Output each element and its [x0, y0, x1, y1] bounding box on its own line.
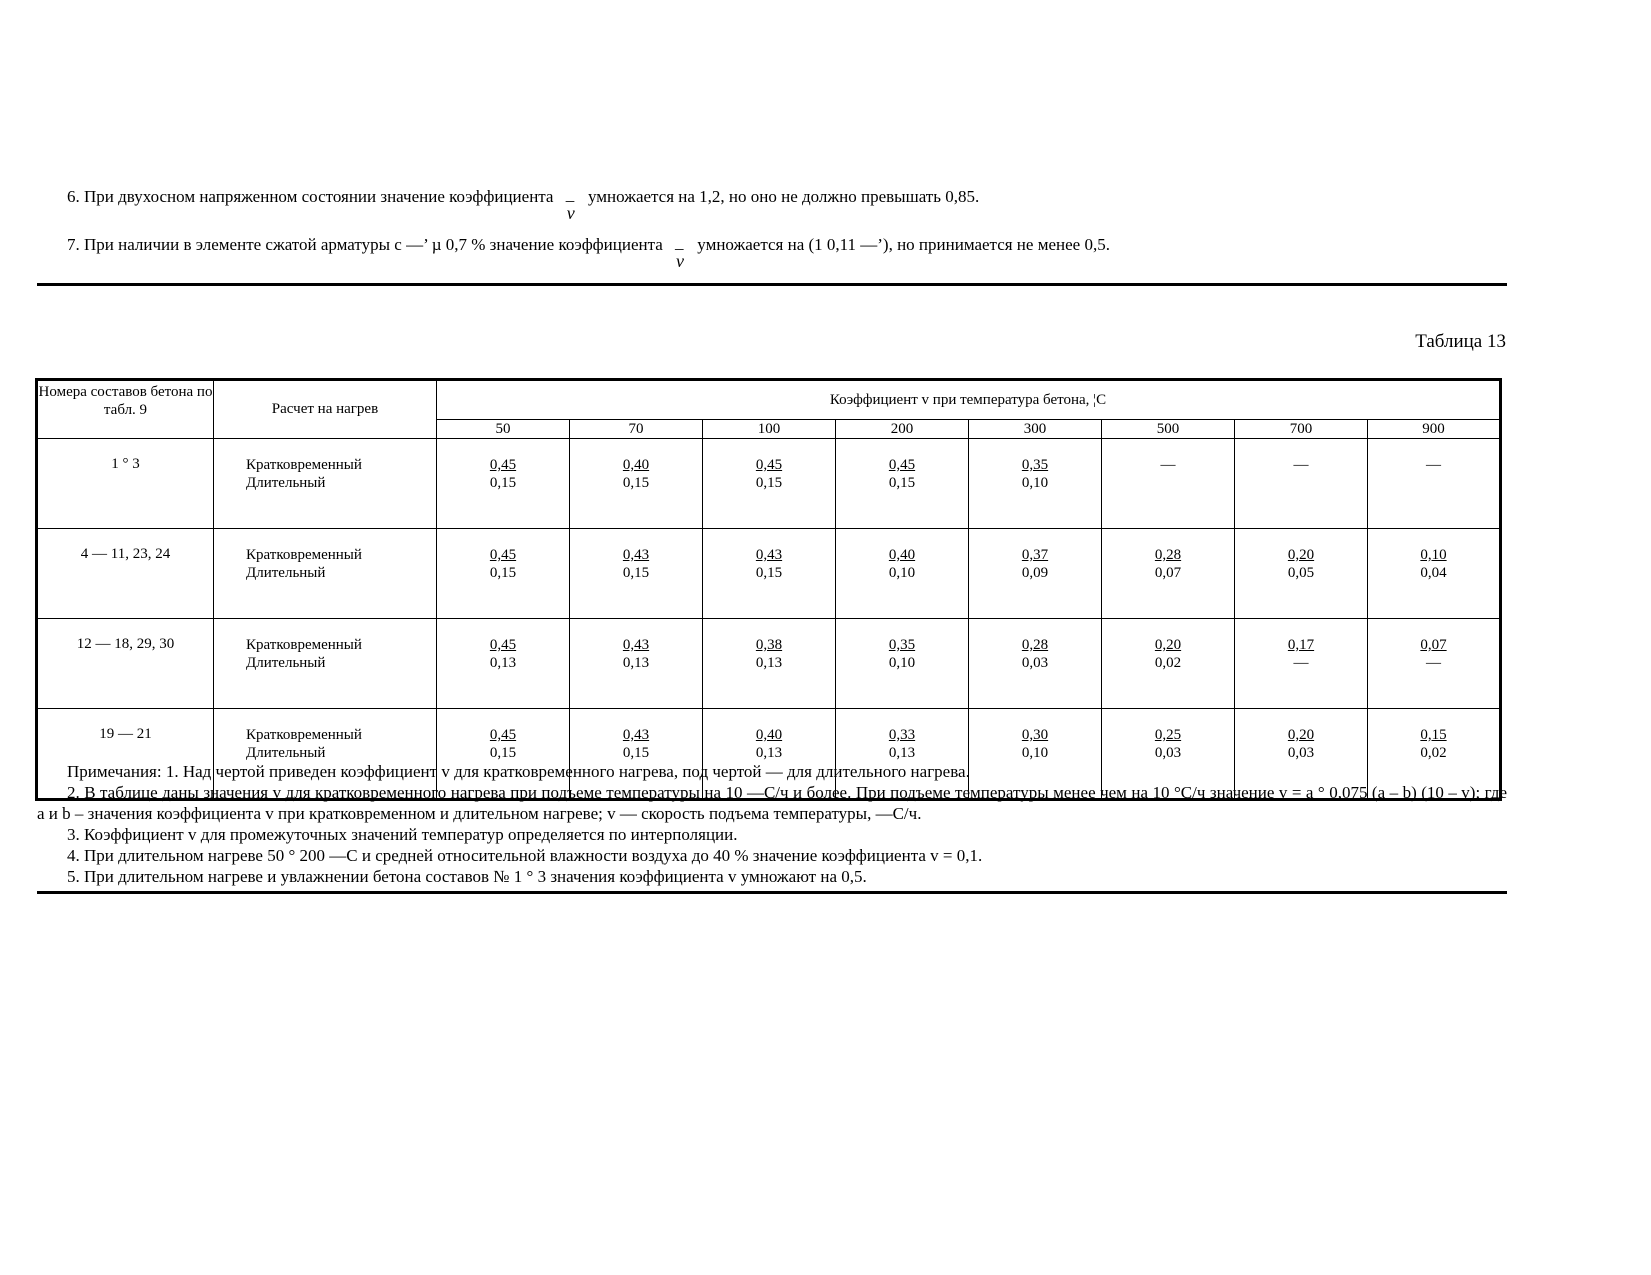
- coefficient-symbol: [667, 233, 693, 271]
- long-term-value: 0,03: [1287, 745, 1315, 761]
- coefficient-symbol: [558, 185, 584, 223]
- note-7: [37, 234, 1507, 282]
- coefficient-cell: [570, 439, 703, 529]
- short-term-value: 0,45: [888, 457, 916, 473]
- short-term-value: 0,45: [489, 727, 517, 743]
- short-term-value: 0,40: [888, 547, 916, 563]
- long-term-value: 0,02: [1420, 745, 1447, 761]
- note-6-text-start: 6. При двухосном напряженном состоянии значение коэффициента: [67, 187, 554, 206]
- coefficient-cell: [1235, 439, 1368, 529]
- no-value-dash: —: [1426, 457, 1441, 473]
- coefficient-cell: [969, 619, 1102, 709]
- note-item: 2. В таблице даны значения v для кратковременного нагрева при подъеме температуры на 10 —С/ч и более. При подъеме температуры менее чем на 10 °С/ч значение v = a ° 0,075 (a – b) (10 – v); где a и b – значения коэффициента v при кратковременном и длительном нагреве; v — скорость подъема температуры, —С/ч.: [37, 783, 1507, 823]
- short-term-value: 0,15: [1420, 727, 1447, 743]
- table-row: [37, 529, 1501, 619]
- short-term-value: 0,28: [1021, 637, 1049, 653]
- heating-long-label: Длительный: [246, 745, 326, 761]
- coefficient-cell: [570, 619, 703, 709]
- long-term-value: 0,10: [1021, 745, 1049, 761]
- coefficient-letter: v: [676, 251, 685, 271]
- coefficient-cell: [1102, 529, 1235, 619]
- short-term-value: 0,20: [1287, 727, 1315, 743]
- header-composition-number: Номера составов бетона по табл. 9: [37, 380, 214, 439]
- note-item: Примечания: 1. Над чертой приведен коэффициент v для кратковременного нагрева, под чертой — для длительного нагрева.: [67, 762, 970, 781]
- short-term-value: 0,07: [1420, 637, 1447, 653]
- section-divider-top: [37, 283, 1507, 286]
- long-term-value: 0,15: [489, 475, 517, 491]
- long-term-value: 0,03: [1021, 655, 1049, 671]
- temperature-header: 500: [1102, 420, 1235, 439]
- temperature-header: 100: [703, 420, 836, 439]
- coefficient-cell: [570, 529, 703, 619]
- long-term-value: 0,15: [622, 475, 650, 491]
- composition-number: 4 — 11, 23, 24: [37, 529, 214, 619]
- coefficient-cell: [1235, 529, 1368, 619]
- coefficient-cell: [1368, 619, 1501, 709]
- long-term-value: 0,10: [888, 565, 916, 581]
- table-title: Таблица 13: [1415, 331, 1506, 352]
- heating-type: [214, 619, 437, 709]
- heating-long-label: Длительный: [246, 475, 326, 491]
- note-7-text-end: умножается на (1 0,11 —’), но принимается не менее 0,5.: [697, 235, 1110, 254]
- long-term-value: 0,10: [888, 655, 916, 671]
- table-row: [37, 619, 1501, 709]
- heating-type: [214, 529, 437, 619]
- note-item: 3. Коэффициент v для промежуточных значений температур определяется по интерполяции.: [67, 825, 738, 844]
- heating-short-label: Кратковременный: [246, 727, 362, 743]
- short-term-value: 0,43: [622, 637, 650, 653]
- short-term-value: 0,28: [1154, 547, 1182, 563]
- coefficient-cell: [836, 619, 969, 709]
- coefficient-bar: _: [565, 185, 575, 204]
- coefficient-cell: [703, 619, 836, 709]
- short-term-value: 0,43: [622, 547, 650, 563]
- coefficient-cell: [703, 529, 836, 619]
- short-term-value: 0,45: [489, 637, 517, 653]
- heating-short-label: Кратковременный: [246, 637, 362, 653]
- long-term-value: 0,13: [755, 745, 783, 761]
- coefficient-cell: [969, 439, 1102, 529]
- long-term-value: 0,05: [1287, 565, 1315, 581]
- coefficient-cell: [703, 439, 836, 529]
- no-value-dash: —: [1160, 457, 1176, 473]
- coefficient-bar: _: [675, 233, 684, 252]
- long-term-value: 0,15: [755, 475, 783, 491]
- note-6: [37, 186, 1507, 234]
- short-term-value: 0,43: [622, 727, 650, 743]
- coefficient-cell: [1368, 529, 1501, 619]
- coefficient-table: [35, 378, 1502, 801]
- long-term-value: —: [1426, 655, 1441, 671]
- temperature-header: 200: [836, 420, 969, 439]
- coefficient-cell: [437, 529, 570, 619]
- temperature-header: 700: [1235, 420, 1368, 439]
- coefficient-cell: [1102, 619, 1235, 709]
- coefficient-letter: v: [566, 203, 575, 223]
- long-term-value: 0,04: [1420, 565, 1447, 581]
- short-term-value: 0,35: [888, 637, 916, 653]
- long-term-value: 0,13: [489, 655, 517, 671]
- heating-short-label: Кратковременный: [246, 457, 362, 473]
- temperature-header: 900: [1368, 420, 1501, 439]
- long-term-value: 0,15: [622, 745, 650, 761]
- table-notes: [37, 761, 1507, 887]
- short-term-value: 0,20: [1154, 637, 1182, 653]
- coefficient-cell: [1235, 619, 1368, 709]
- short-term-value: 0,45: [489, 547, 517, 563]
- short-term-value: 0,40: [622, 457, 650, 473]
- coefficient-cell: [836, 439, 969, 529]
- short-term-value: 0,37: [1021, 547, 1049, 563]
- long-term-value: 0,13: [755, 655, 783, 671]
- note-item: 5. При длительном нагреве и увлажнении бетона составов № 1 ° 3 значения коэффициента v умножают на 0,5.: [67, 867, 867, 886]
- coefficient-cell: [437, 439, 570, 529]
- short-term-value: 0,40: [755, 727, 783, 743]
- short-term-value: 0,20: [1287, 547, 1315, 563]
- short-term-value: 0,45: [489, 457, 517, 473]
- heating-type: [214, 439, 437, 529]
- short-term-value: 0,33: [888, 727, 916, 743]
- coefficient-cell: [1102, 439, 1235, 529]
- header-coefficient: Коэффициент v при температура бетона, ¦С: [437, 380, 1501, 420]
- coefficient-cell: [836, 529, 969, 619]
- long-term-value: —: [1293, 655, 1309, 671]
- short-term-value: 0,10: [1420, 547, 1447, 563]
- short-term-value: 0,25: [1154, 727, 1182, 743]
- long-term-value: 0,15: [888, 475, 916, 491]
- short-term-value: 0,38: [755, 637, 783, 653]
- short-term-value: 0,45: [755, 457, 783, 473]
- long-term-value: 0,13: [888, 745, 916, 761]
- short-term-value: 0,35: [1021, 457, 1049, 473]
- note-7-text-start: 7. При наличии в элементе сжатой арматуры с —’ µ 0,7 % значение коэффициента: [67, 235, 663, 254]
- note-item: 4. При длительном нагреве 50 ° 200 —С и средней относительной влажности воздуха до 40 % значение коэффициента v = 0,1.: [67, 846, 983, 865]
- short-term-value: 0,30: [1021, 727, 1049, 743]
- short-term-value: 0,43: [755, 547, 783, 563]
- temperature-header: 50: [437, 420, 570, 439]
- long-term-value: 0,15: [755, 565, 783, 581]
- heating-long-label: Длительный: [246, 655, 326, 671]
- composition-number: 12 — 18, 29, 30: [37, 619, 214, 709]
- composition-number: 1 ° 3: [37, 439, 214, 529]
- note-6-text-end: умножается на 1,2, но оно не должно превышать 0,85.: [587, 187, 980, 206]
- coefficient-cell: [1368, 439, 1501, 529]
- long-term-value: 0,15: [489, 745, 517, 761]
- coefficient-cell: [969, 529, 1102, 619]
- short-term-value: 0,17: [1287, 637, 1315, 653]
- heating-long-label: Длительный: [246, 565, 326, 581]
- temperature-header: 300: [969, 420, 1102, 439]
- no-value-dash: —: [1293, 457, 1309, 473]
- long-term-value: 0,13: [622, 655, 650, 671]
- long-term-value: 0,15: [489, 565, 517, 581]
- heating-short-label: Кратковременный: [246, 547, 362, 563]
- table-body: [37, 439, 1501, 800]
- long-term-value: 0,07: [1154, 565, 1182, 581]
- long-term-value: 0,10: [1021, 475, 1049, 491]
- long-term-value: 0,15: [622, 565, 650, 581]
- table-row: [37, 439, 1501, 529]
- long-term-value: 0,03: [1154, 745, 1182, 761]
- header-heating-calc: Расчет на нагрев: [214, 380, 437, 439]
- temperature-header: 70: [570, 420, 703, 439]
- top-notes: [37, 186, 1507, 282]
- coefficient-cell: [437, 619, 570, 709]
- composition-number: 19 — 21: [37, 709, 214, 800]
- section-divider-bottom: [37, 891, 1507, 894]
- long-term-value: 0,09: [1021, 565, 1049, 581]
- long-term-value: 0,02: [1154, 655, 1182, 671]
